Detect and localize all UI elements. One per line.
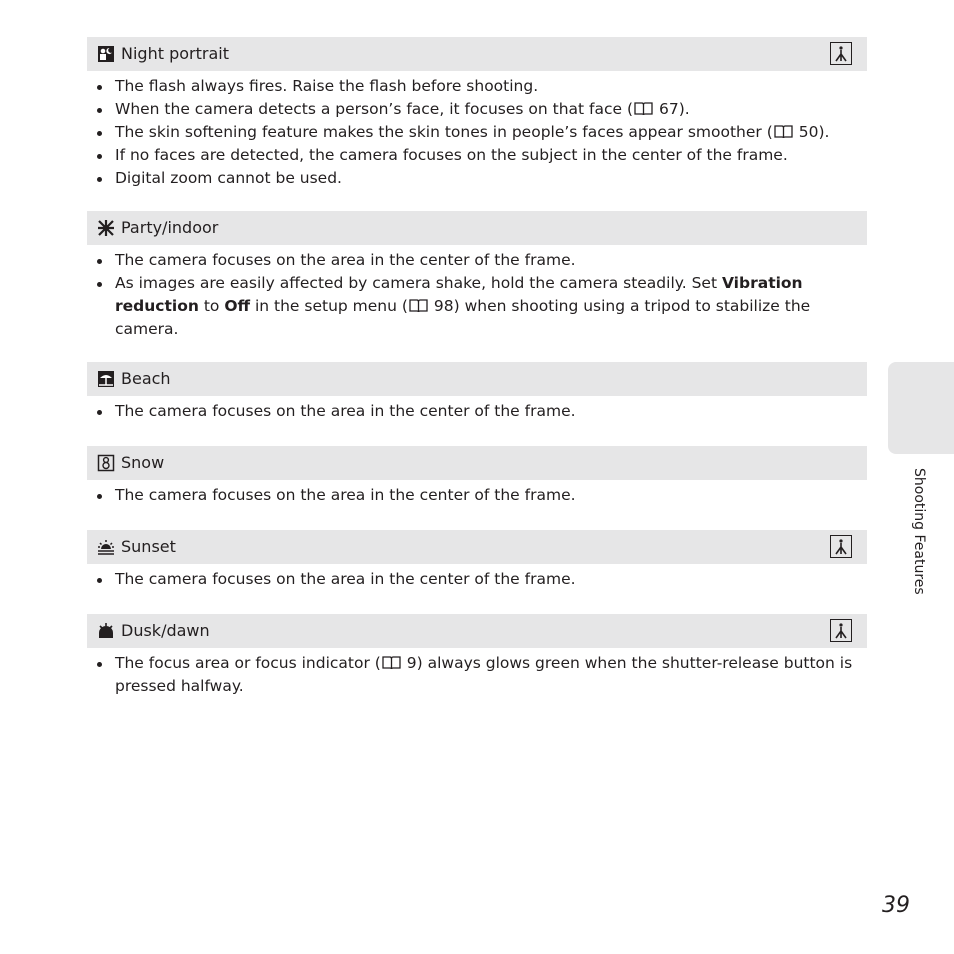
section-header — [87, 362, 867, 396]
section-snow — [87, 446, 867, 507]
page-number: 39 — [882, 893, 910, 918]
section-night-portrait — [87, 37, 867, 190]
section-header — [87, 211, 867, 245]
chapter-tab — [888, 362, 954, 454]
tripod-icon — [830, 619, 852, 642]
section-header — [87, 614, 867, 648]
section-sunset — [87, 530, 867, 591]
list-item: The camera focuses on the area in the center of the frame. — [87, 400, 867, 423]
section-title: Beach — [121, 369, 171, 388]
book-reference-icon — [634, 100, 653, 114]
section-title: Snow — [121, 453, 165, 472]
dusk-dawn-icon — [97, 622, 115, 640]
book-reference-icon — [409, 297, 428, 311]
list-item: The camera focuses on the area in the center of the frame. — [87, 249, 867, 272]
book-reference-icon — [774, 123, 793, 137]
section-header — [87, 37, 867, 71]
tripod-icon — [830, 42, 852, 65]
list-item: If no faces are detected, the camera focuses on the subject in the center of the frame. — [87, 144, 867, 167]
list-item: The focus area or focus indicator ( 9) always glows green when the shutter-release button is pressed halfway. — [87, 652, 867, 698]
section-title: Sunset — [121, 537, 176, 556]
bullet-list — [87, 75, 867, 190]
beach-icon — [97, 370, 115, 388]
section-header — [87, 530, 867, 564]
list-item: Digital zoom cannot be used. — [87, 167, 867, 190]
list-item: The camera focuses on the area in the center of the frame. — [87, 484, 867, 507]
section-title: Dusk/dawn — [121, 621, 210, 640]
section-dusk-dawn — [87, 614, 867, 698]
bullet-list — [87, 484, 867, 507]
bullet-list — [87, 568, 867, 591]
section-party-indoor — [87, 211, 867, 341]
list-item: As images are easily affected by camera shake, hold the camera steadily. Set Vibration reduction to Off in the setup menu ( 98) when shooting using a tripod to stabilize the camera. — [87, 272, 867, 341]
list-item: The camera focuses on the area in the center of the frame. — [87, 568, 867, 591]
section-header — [87, 446, 867, 480]
book-reference-icon — [382, 654, 401, 668]
snow-icon — [97, 454, 115, 472]
section-beach — [87, 362, 867, 423]
chapter-label: Shooting Features — [911, 468, 927, 595]
bullet-list — [87, 652, 867, 698]
bullet-list — [87, 400, 867, 423]
section-title: Night portrait — [121, 44, 229, 63]
night-portrait-icon — [97, 45, 115, 63]
list-item: When the camera detects a person’s face, it focuses on that face ( 67). — [87, 98, 867, 121]
list-item: The skin softening feature makes the skin tones in people’s faces appear smoother ( 50). — [87, 121, 867, 144]
tripod-icon — [830, 535, 852, 558]
sunset-icon — [97, 538, 115, 556]
list-item: The flash always fires. Raise the flash before shooting. — [87, 75, 867, 98]
party-indoor-icon — [97, 219, 115, 237]
bullet-list — [87, 249, 867, 341]
section-title: Party/indoor — [121, 218, 219, 237]
